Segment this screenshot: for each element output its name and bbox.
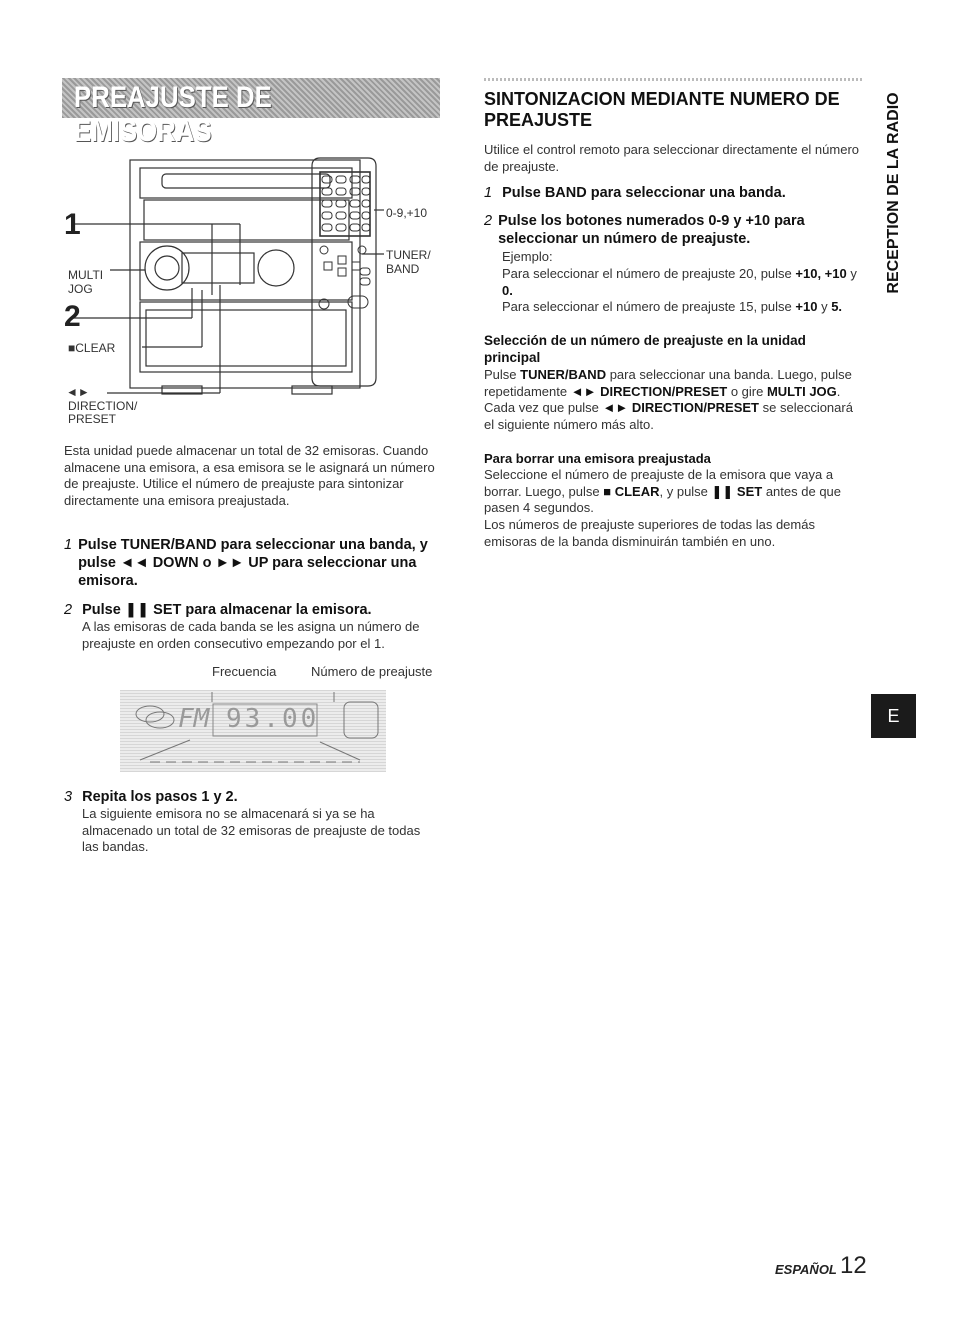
left-step1-text: Pulse TUNER/BAND para seleccionar una banda, y pulse ◄◄ DOWN o ►► UP para seleccionar una emisora. xyxy=(78,537,428,589)
callout-tuner-band: TUNER/ BAND xyxy=(386,248,431,276)
example-2-text: Para seleccionar el número de preajuste 15, pulse xyxy=(502,299,796,314)
callout-number-keys: 0-9,+10 xyxy=(386,206,428,220)
example-1-keys: +10, +10 xyxy=(795,266,847,281)
left-step3-text: Repita los pasos 1 y 2. xyxy=(82,789,238,805)
right-step1-text: Pulse BAND para seleccionar una banda. xyxy=(502,185,786,201)
side-tab-label: RECEPTION DE LA RADIO xyxy=(885,92,902,294)
stereo-unit-body xyxy=(130,160,360,388)
selection-text-1: Pulse xyxy=(484,367,521,382)
callout-step2: 2 xyxy=(64,300,81,333)
delete-heading: Para borrar una emisora preajustada xyxy=(484,451,711,466)
example-1-text: Para seleccionar el número de preajuste 20, pulse xyxy=(502,266,796,281)
selection-body xyxy=(484,367,866,433)
selection-direction-preset-1: ◄► DIRECTION/PRESET xyxy=(570,383,728,399)
delete-text-1: Seleccione el número de preajuste de la emisora que vaya a borrar. Luego, pulse xyxy=(484,467,834,499)
delete-body xyxy=(484,467,866,517)
example-label: Ejemplo: xyxy=(502,249,553,264)
callout-direction-preset: DIRECTION/ PRESET xyxy=(68,399,138,426)
example-1-conjunction: y xyxy=(846,266,857,281)
selection-text-5: o gire xyxy=(727,383,767,399)
delete-text-3: , y pulse xyxy=(659,483,712,499)
delete-clear: ■ CLEAR xyxy=(603,483,660,499)
callout-multi-jog: MULTI JOG xyxy=(68,268,104,296)
example-2-key-2: 5. xyxy=(831,299,843,314)
right-step1-number: 1 xyxy=(484,185,493,201)
selection-heading: Selección de un número de preajuste en la unidad principal xyxy=(484,333,806,365)
lcd-display xyxy=(120,690,386,772)
selection-tuner-band: TUNER/BAND xyxy=(520,367,607,382)
lcd-frequency: 93.00 xyxy=(226,704,320,734)
left-step2 xyxy=(64,601,442,619)
delete-body-2: Los números de preajuste superiores de todas las demás emisoras de la banda disminuirán también en uno. xyxy=(484,517,815,549)
page-title: PREAJUSTE DE EMISORAS xyxy=(74,81,272,148)
left-step1 xyxy=(64,536,442,590)
lcd-band: FM xyxy=(178,704,210,734)
left-step1-number: 1 xyxy=(64,537,73,553)
language-tab: E xyxy=(871,694,916,738)
selection-multi-jog: MULTI JOG xyxy=(766,383,837,399)
side-tab-section xyxy=(874,78,914,308)
right-step1 xyxy=(484,184,864,202)
footer-language: ESPAÑOL xyxy=(775,1262,837,1277)
example-2-conjunction: y xyxy=(817,299,832,314)
right-intro: Utilice el control remoto para seleccionar directamente el número de preajuste. xyxy=(484,142,860,174)
right-column-dotted-rule xyxy=(484,78,862,81)
left-step3-body: La siguiente emisora no se almacenará si ya se ha almacenado un total de 32 emisoras de preajuste de todas las bandas. xyxy=(82,806,421,854)
selection-text-7: . Cada vez que pulse xyxy=(484,383,841,415)
display-label-preset-number: Número de preajuste xyxy=(311,664,433,679)
right-step2-text: Pulse los botones numerados 0-9 y +10 para seleccionar un número de preajuste. xyxy=(498,213,805,247)
display-label-frequency: Frecuencia xyxy=(212,664,277,679)
device-illustration xyxy=(62,150,462,435)
left-step3-number: 3 xyxy=(64,789,73,805)
selection-text-9: se seleccionará el siguiente número más alto. xyxy=(484,400,853,432)
selection-text-3: para seleccionar una banda. Luego, pulse repetidamente xyxy=(484,367,852,399)
left-step2-number: 2 xyxy=(64,602,73,618)
left-step2-text: Pulse ❚❚ SET para almacenar la emisora. xyxy=(82,602,372,618)
callout-direction-arrows: ◄► xyxy=(66,385,90,399)
example-1-final-key: 0. xyxy=(502,282,513,298)
example-2 xyxy=(502,299,866,316)
left-intro: Esta unidad puede almacenar un total de 32 emisoras. Cuando almacene una emisora, a esa emisora se le asignará un número de preajuste. Utilice el número de preajuste para sintonizar directamente una emisora preajustada. xyxy=(64,443,435,508)
example-2-key-1: +10 xyxy=(795,299,818,314)
callout-step1: 1 xyxy=(64,208,81,241)
page-title-banner xyxy=(62,78,440,148)
left-step2-body: A las emisoras de cada banda se les asigna un número de preajuste en orden consecutivo empezando por el 1. xyxy=(82,619,420,651)
delete-set: ❚❚ SET xyxy=(711,483,763,499)
selection-direction-preset-2: ◄► DIRECTION/PRESET xyxy=(602,400,760,415)
right-heading: SINTONIZACION MEDIANTE NUMERO DE PREAJUSTE xyxy=(484,89,840,130)
example-1 xyxy=(502,266,866,299)
delete-text-5: antes de que pasen 4 segundos. xyxy=(484,483,842,515)
right-step2-number: 2 xyxy=(484,213,493,229)
page-number: 12 xyxy=(840,1252,867,1279)
right-step2 xyxy=(484,212,864,248)
left-step3 xyxy=(64,788,442,806)
callout-clear: ■CLEAR xyxy=(68,341,116,355)
